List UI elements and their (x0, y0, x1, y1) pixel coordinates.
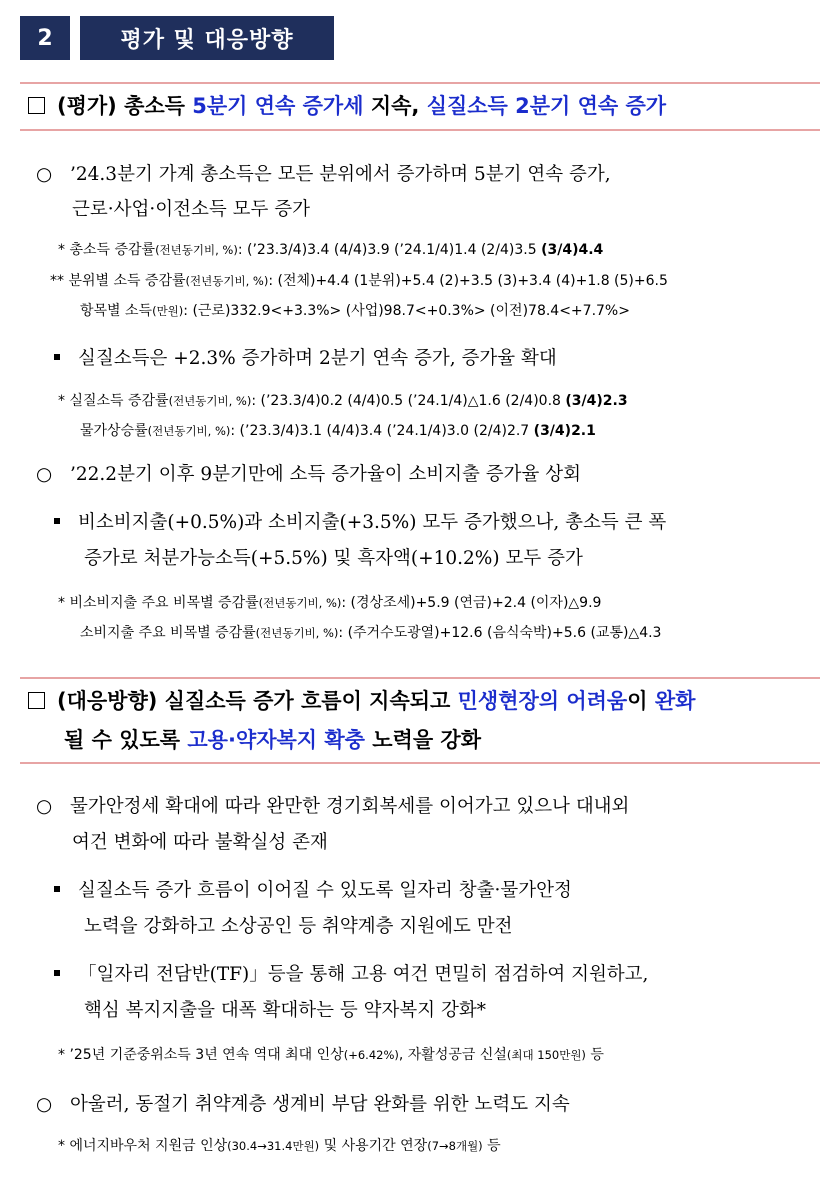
sub-text: 비소비지출(+0.5%)과 소비지출(+3.5%) 모두 증가했으나, 총소득 큰 폭 (78, 512, 667, 533)
footnote-emphasis: (3/4)4.4 (541, 242, 604, 258)
footnote-values: : (’23.3/4)0.2 (4/4)0.5 (’24.1/4)△1.6 (2/4)0.8 (251, 393, 566, 409)
footnote-label: 소비지출 주요 비목별 증감률 (80, 625, 256, 641)
footnote-values: : (전체)+4.4 (1분위)+5.4 (2)+3.5 (3)+3.4 (4)+1.8 (5)+6.5 (268, 273, 668, 289)
footnote-mark: ** (50, 273, 64, 289)
footnote-unit: (전년동기비, %) (147, 424, 231, 438)
circle-bullet: ○ (36, 464, 53, 485)
footnote (80, 300, 630, 320)
footnote-values: : (’23.3/4)3.1 (4/4)3.4 (’24.1/4)3.0 (2/4)2.7 (230, 423, 534, 439)
checkbox-icon (28, 97, 45, 114)
evaluation-heading (28, 90, 666, 120)
heading-highlight: 실질소득 2분기 연속 증가 (426, 94, 667, 118)
footnote-label: 비소비지출 주요 비목별 증감률 (69, 595, 259, 611)
heading-text: 노력을 강화 (364, 728, 482, 752)
footnote-label: 등 (482, 1138, 501, 1154)
footnote-emphasis: (3/4)2.1 (533, 423, 596, 439)
heading-text: 실질소득 증가 흐름이 지속되고 (157, 689, 458, 713)
footnote-values: : (근로)332.9<+3.3%> (사업)98.7<+0.3%> (이전)78.4<+7.7%> (183, 303, 630, 319)
sub-text: 실질소득은 +2.3% 증가하며 2분기 연속 증가, 증가율 확대 (78, 348, 557, 369)
footnote (58, 592, 601, 612)
response-item-1-line2: 여건 변화에 따라 불확실성 존재 (72, 832, 328, 853)
footnote-unit: (전년동기비, %) (255, 626, 339, 640)
circle-bullet: ○ (36, 796, 53, 817)
footnote (80, 420, 596, 440)
square-bullet (54, 886, 60, 892)
footnote-unit: (30.4→31.4만원) (227, 1139, 320, 1153)
circle-bullet: ○ (36, 164, 53, 185)
divider-bottom (20, 129, 820, 131)
evaluation-sub-2-line2: 증가로 처분가능소득(+5.5%) 및 흑자액(+10.2%) 모두 증가 (84, 548, 583, 569)
footnote-label: 에너지바우처 지원금 인상 (69, 1138, 228, 1154)
heading-highlight: 5분기 연속 증가세 (192, 94, 364, 118)
footnote-label: 총소득 증감률 (69, 242, 156, 258)
evaluation-item-2 (36, 460, 581, 486)
heading-text: 이 (627, 689, 655, 713)
footnote-mark: * (58, 393, 65, 409)
sub-text: 실질소득 증가 흐름이 이어질 수 있도록 일자리 창출·물가안정 (78, 880, 572, 901)
footnote-unit: (+6.42%) (343, 1048, 399, 1062)
footnote-values: : (주거수도광열)+12.6 (음식숙박)+5.6 (교통)△4.3 (338, 625, 662, 641)
footnote-values: : (경상조세)+5.9 (연금)+2.4 (이자)△9.9 (341, 595, 602, 611)
evaluation-item-1-line2: 근로·사업·이전소득 모두 증가 (72, 199, 310, 220)
footnote-label: 등 (585, 1047, 604, 1063)
square-bullet (54, 354, 60, 360)
footnote-mark: * (58, 1047, 65, 1063)
footnote (80, 622, 661, 642)
footnote-label: 및 사용기간 연장 (319, 1138, 428, 1154)
section-number: 2 (37, 25, 53, 51)
footnote-emphasis: (3/4)2.3 (565, 393, 628, 409)
response-sub-2 (54, 960, 648, 986)
heading-highlight: 완화 (654, 689, 696, 713)
heading-text: 될 수 있도록 (64, 728, 188, 752)
footnote-unit: (전년동기비, %) (155, 243, 238, 257)
response-item-2 (36, 1090, 570, 1116)
heading-text: 총소득 (116, 94, 193, 118)
item-text: 물가안정세 확대에 따라 완만한 경기회복세를 이어가고 있으나 대내외 (70, 796, 630, 817)
footnote (58, 239, 603, 259)
heading-highlight: 민생현장의 어려움 (457, 689, 628, 713)
response-sub-2-line2: 핵심 복지지출을 대폭 확대하는 등 약자복지 강화* (84, 1000, 486, 1021)
footnote (58, 1135, 501, 1155)
divider-bottom (20, 762, 820, 764)
footnote-unit: (전년동기비, %) (185, 274, 269, 288)
heading-tag: (대응방향) (57, 689, 158, 713)
footnote (58, 390, 628, 410)
footnote-unit: (7→8개월) (427, 1139, 483, 1153)
square-bullet (54, 970, 60, 976)
heading-highlight: 고용·약자복지 확충 (187, 728, 365, 752)
footnote-unit: (전년동기비, %) (168, 394, 252, 408)
footnote-unit: (만원) (152, 304, 184, 318)
section-title: 평가 및 대응방향 (120, 27, 294, 53)
footnote (58, 1044, 604, 1064)
circle-bullet: ○ (36, 1094, 53, 1115)
footnote-mark: * (58, 242, 65, 258)
response-item-1 (36, 792, 629, 818)
footnote-unit: (최대 150만원) (506, 1048, 586, 1062)
footnote-values: : (’23.3/4)3.4 (4/4)3.9 (’24.1/4)1.4 (2/4)3.5 (237, 242, 542, 258)
footnote-label: , 자활성공금 신설 (398, 1047, 507, 1063)
item-text: ’22.2분기 이후 9분기만에 소득 증가율이 소비지출 증가율 상회 (70, 464, 582, 485)
section-number-badge (20, 16, 70, 60)
section-title-badge (80, 16, 334, 60)
footnote-label: 실질소득 증감률 (69, 393, 169, 409)
evaluation-sub-1 (54, 344, 557, 370)
divider-top (20, 82, 820, 84)
response-heading-line2 (64, 724, 481, 754)
response-sub-1 (54, 876, 572, 902)
footnote-mark: * (58, 1138, 65, 1154)
divider-top (20, 677, 820, 679)
heading-text: 지속, (363, 94, 427, 118)
response-heading (28, 685, 695, 715)
item-text: 아울러, 동절기 취약계층 생계비 부담 완화를 위한 노력도 지속 (70, 1094, 570, 1115)
footnote (50, 270, 668, 290)
sub-text: 「일자리 전담반(TF)」등을 통해 고용 여건 면밀히 점검하여 지원하고, (78, 964, 649, 985)
square-bullet (54, 518, 60, 524)
footnote-label: ’25년 기준중위소득 3년 연속 역대 최대 인상 (69, 1047, 344, 1063)
footnote-label: 분위별 소득 증감률 (68, 273, 186, 289)
footnote-mark: * (58, 595, 65, 611)
response-sub-1-line2: 노력을 강화하고 소상공인 등 취약계층 지원에도 만전 (84, 916, 513, 937)
footnote-unit: (전년동기비, %) (258, 596, 342, 610)
heading-tag: (평가) (57, 94, 117, 118)
evaluation-item-1 (36, 160, 611, 186)
footnote-label: 항목별 소득 (80, 303, 153, 319)
footnote-label: 물가상승률 (80, 423, 148, 439)
item-text: ’24.3분기 가계 총소득은 모든 분위에서 증가하며 5분기 연속 증가, (70, 164, 611, 185)
checkbox-icon (28, 692, 45, 709)
evaluation-sub-2 (54, 508, 666, 534)
